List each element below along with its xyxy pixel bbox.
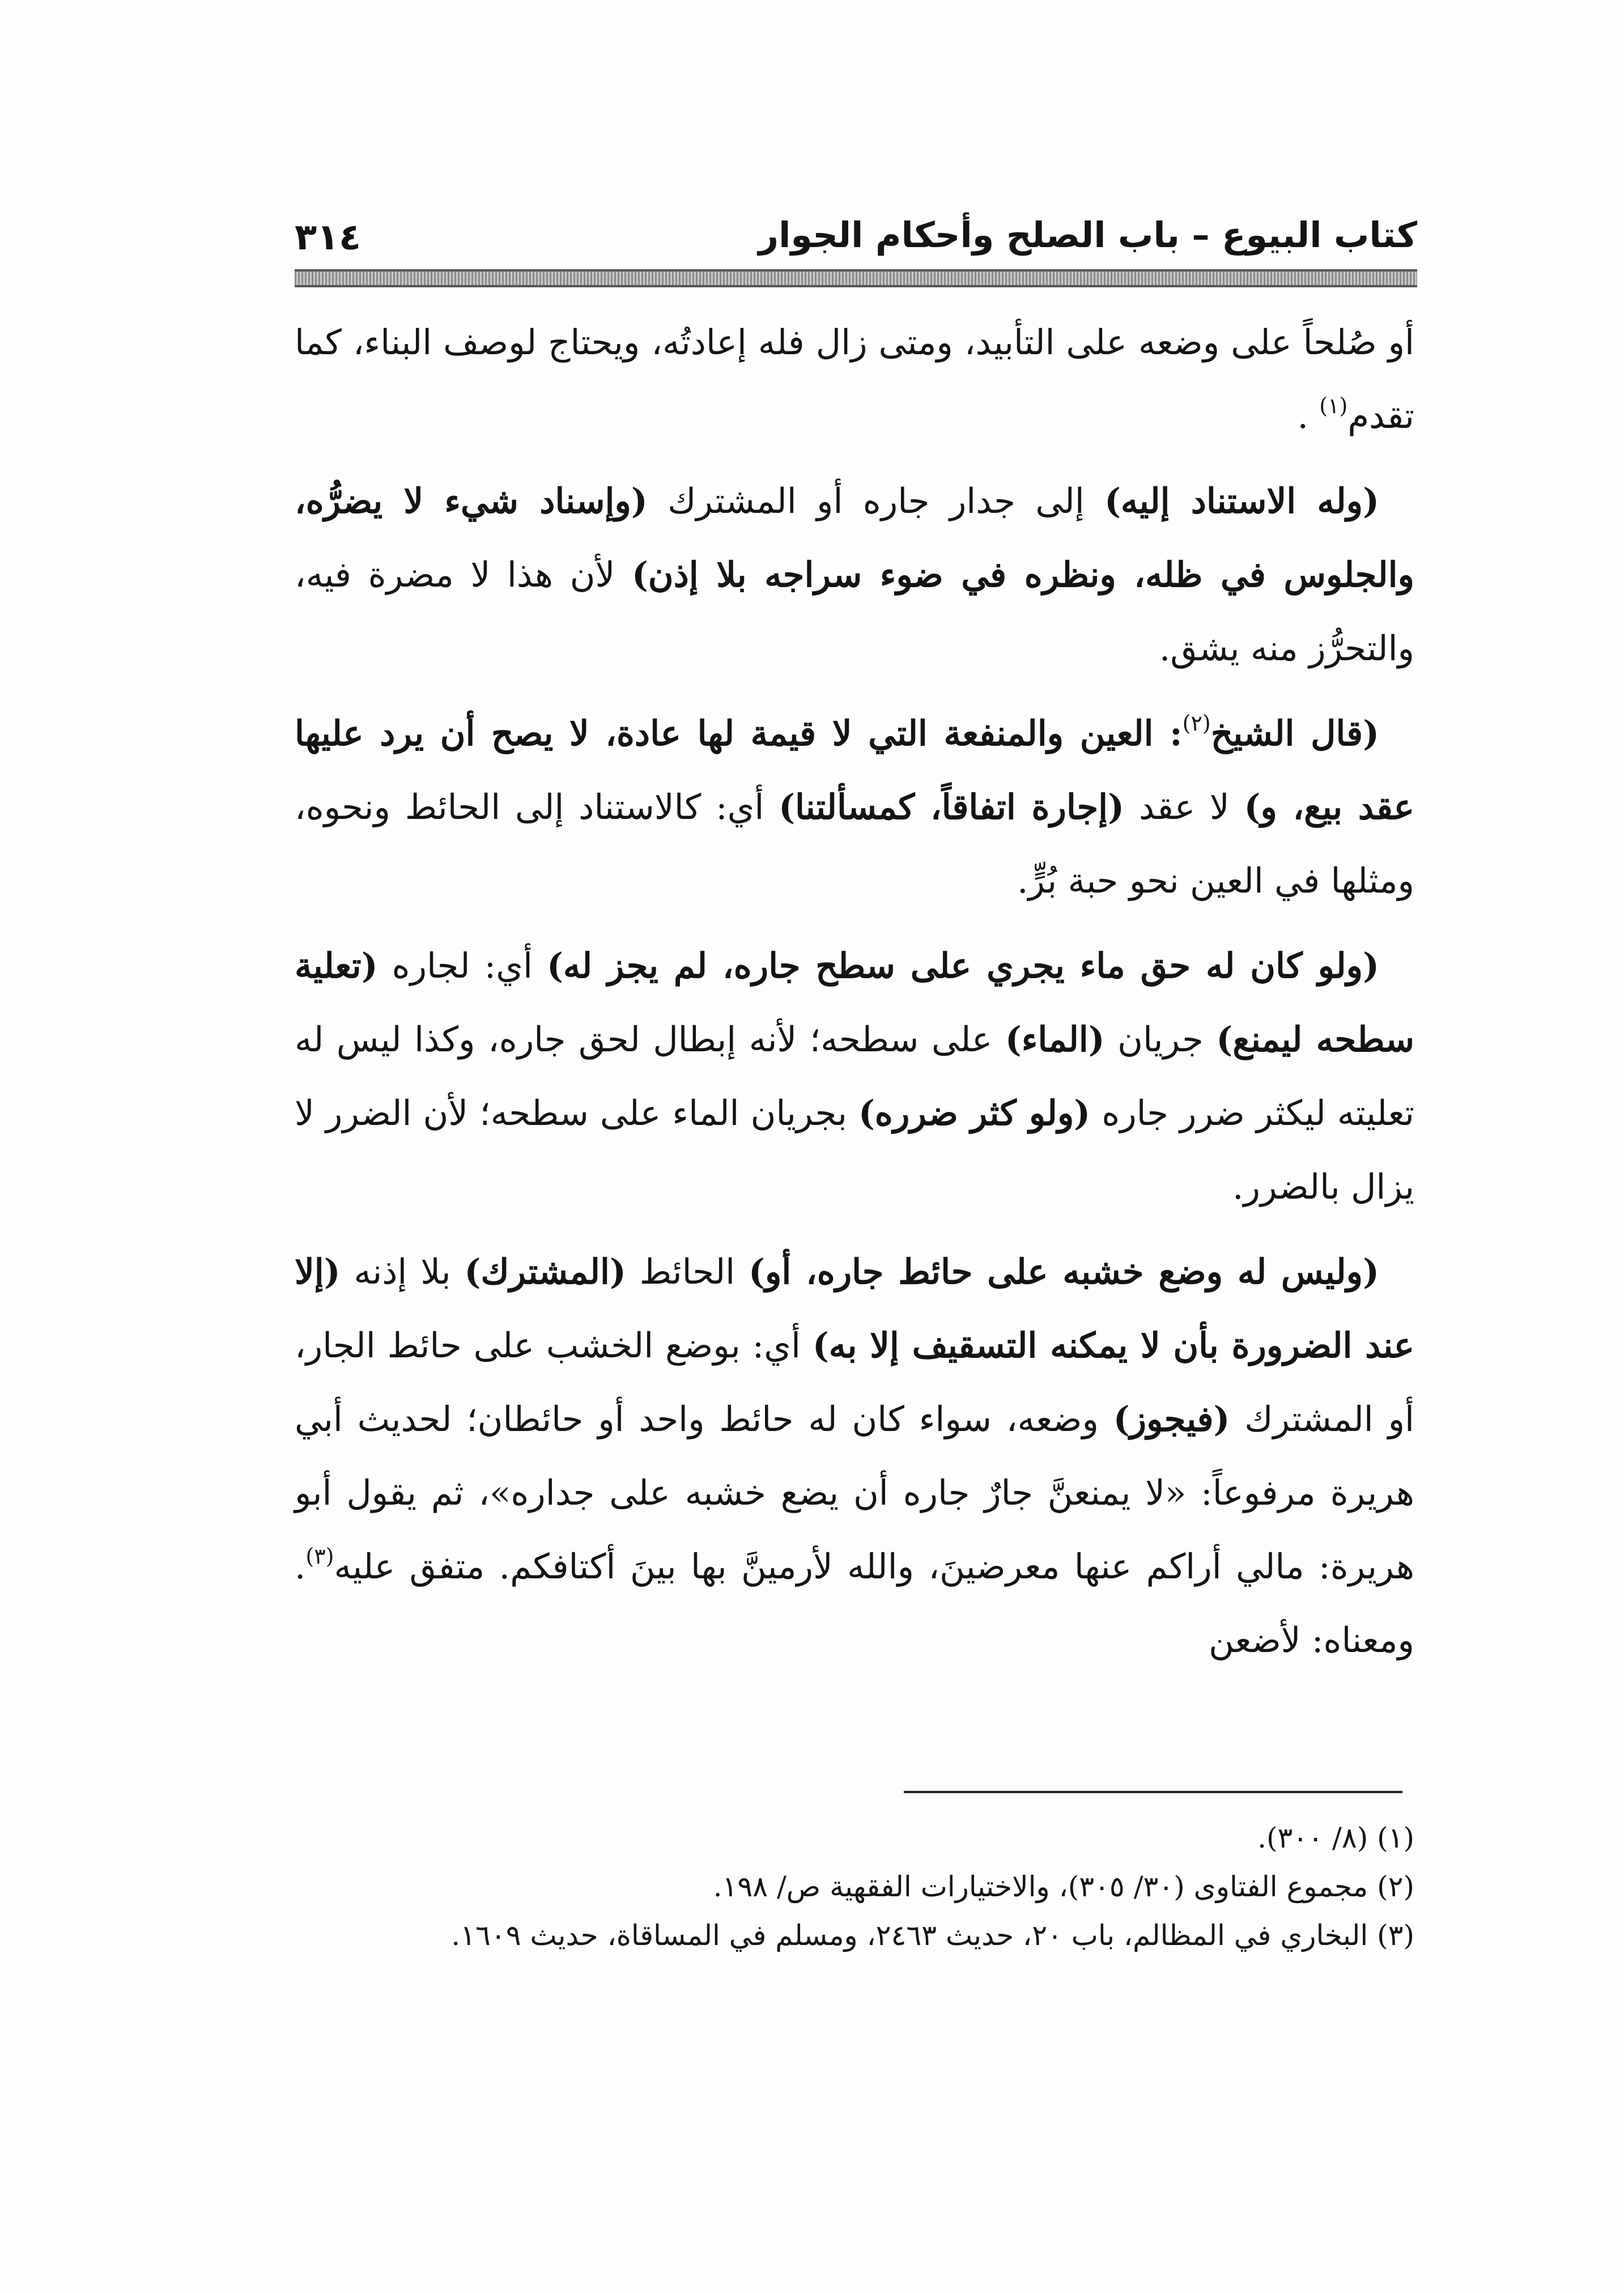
sharh-text: . ومعناه: لأضعن [295, 1547, 1414, 1661]
matn-text: (وله الاستناد إليه) [1104, 481, 1379, 521]
matn-text: (ولو كان له حق ماء يجري على سطح جاره، لم يجز له) [546, 946, 1379, 986]
paragraph [295, 929, 1414, 1224]
header-divider [295, 269, 1417, 287]
matn-text: (ولو كثر ضرره) [858, 1093, 1091, 1133]
paragraph [295, 465, 1414, 686]
matn-text: (وإسناد شيء لا يضرُّه، والجلوس في ظله، ونظره في ضوء سراجه بلا إذن) [295, 481, 1414, 595]
footnote: (٣) البخاري في المظالم، باب ٢٠، حديث ٢٤٦٣، ومسلم في المساقاة، حديث ١٦٠٩. [451, 1919, 1414, 1952]
sharh-text: إلى جدار جاره أو المشترك [647, 481, 1105, 521]
sharh-text: الحائط [626, 1252, 749, 1292]
matn-text: (قال الشيخ [1210, 714, 1379, 754]
sharh-text: أي: كالاستناد إلى الحائط ونحوه، ومثلها في العين نحو حبة بُرٍّ. [295, 787, 1414, 901]
paragraph [295, 306, 1414, 453]
sharh-text: على سطحه؛ لأنه إبطال لحق جاره، وكذا ليس له تعليته ليكثر ضرر جاره [295, 1020, 1414, 1133]
page-header [295, 204, 1417, 266]
matn-text: (وليس له وضع خشبه على حائط جاره، أو) [749, 1252, 1379, 1292]
paragraph [295, 697, 1414, 918]
sharh-text: . [1297, 396, 1320, 436]
footnote-marker: (١) [1319, 393, 1348, 418]
footnote: (١) (٨/ ٣٠٠). [1257, 1821, 1414, 1854]
footnote: (٢) مجموع الفتاوى (٣٠/ ٣٠٥)، والاختيارات الفقهية ص/ ١٩٨. [713, 1870, 1414, 1903]
sharh-text: جريان [1104, 1020, 1217, 1060]
sharh-text: لا عقد [1124, 787, 1244, 827]
sharh-text: بلا إذنه [340, 1252, 465, 1292]
sharh-text: أو صُلحاً على وضعه على التأبيد، ومتى زال فله إعادتُه، ويحتاج لوصف البناء، كما تقدم [295, 322, 1414, 436]
matn-text: (إلا عند الضرورة بأن لا يمكنه التسقيف إلا به) [295, 1252, 1414, 1366]
footnote-divider [904, 1791, 1402, 1793]
sharh-text: بجريان الماء على سطحه؛ لأن الضرر لا يزال بالضرر. [295, 1093, 1414, 1207]
matn-text: (المشترك) [464, 1252, 626, 1292]
matn-text: (الماء) [1005, 1020, 1105, 1060]
sharh-text: لأن هذا لا مضرة فيه، والتحرُّز منه يشق. [295, 555, 1414, 669]
footnote-marker: (٣) [305, 1544, 334, 1569]
sharh-text: أي: بوضع الخشب على حائط الجار، أو المشترك [295, 1326, 1414, 1440]
matn-text: : العين والمنفعة التي لا قيمة لها عادة، لا يصح أن يرد عليها عقد بيع، و) [295, 714, 1414, 827]
page-number: ٣١٤ [295, 216, 362, 258]
sharh-text: وضعه، سواء كان له حائط واحد أو حائطان؛ لحديث أبي هريرة مرفوعاً: «لا يمنعنَّ جارٌ جاره أن يضع خشبه على جداره»، ثم يقول أبو هريرة: مالي أراكم عنها معرضينَ، والله لأرمينَّ بها بينَ أكتافكم. متفق عليه [295, 1399, 1414, 1587]
paragraph [295, 1235, 1414, 1678]
matn-text: (تعلية سطحه ليمنع) [295, 946, 1414, 1060]
footnotes [295, 1814, 1414, 1960]
footnote-marker: (٢) [1182, 711, 1211, 736]
sharh-text: أي: لجاره [377, 946, 547, 986]
running-title: كتاب البيوع – باب الصلح وأحكام الجوار [758, 214, 1417, 256]
matn-text: (فيجوز) [1113, 1399, 1230, 1440]
main-text [295, 306, 1414, 1689]
matn-text: (إجارة اتفاقاً، كمسألتنا) [779, 787, 1124, 827]
